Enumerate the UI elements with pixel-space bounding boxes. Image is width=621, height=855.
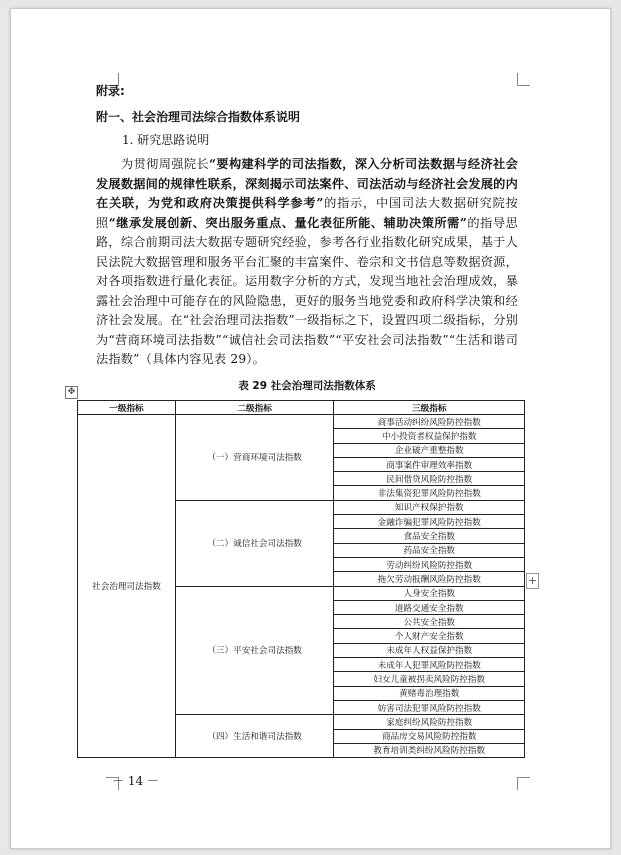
level3-cell: 黄赌毒治理指数 (334, 686, 525, 700)
level3-cell: 商事活动纠纷风险防控指数 (334, 415, 525, 429)
level2-cell: （二）诚信社会司法指数 (175, 500, 334, 586)
level3-cell: 知识产权保护指数 (334, 500, 525, 514)
section-heading: 1. 研究思路说明 (122, 133, 210, 147)
paragraph-run: 为贯彻周强院长 (121, 157, 210, 171)
paragraph-bold-run: “要构建科学的司法指数，深入分析司法数据与经济社会发展数据间的规律性联系，深刻揭示司法案件、司法活动与经济社会发展的内在关联，为党和政府决策提供科学参考” (96, 157, 518, 210)
level3-cell: 金融诈骗犯罪风险防控指数 (334, 515, 525, 529)
table-row (78, 415, 525, 429)
crop-mark-top-right (517, 73, 530, 86)
level3-cell: 拖欠劳动报酬风险防控指数 (334, 572, 525, 586)
level3-cell: 未成年人权益保护指数 (334, 643, 525, 657)
body-paragraph (96, 155, 518, 370)
appendix-label: 附录: (96, 84, 125, 98)
paragraph-run: 的指导思路，综合前期司法大数据专题研究经验，参考各行业指数化研究成果，基于人民法院大数据管理和服务平台汇聚的丰富案件、卷宗和文书信息等数据资源，对各项指数进行量化表征。运用数字分析的方式，发现当地社会治理成效，暴露社会治理中可能存在的风险隐患，更好的服务当地党委和政府科学决策和经济社会发展。在“社会治理司法指数”一级指标之下，设置四项二级指标，分别为“营商环境司法指数”“诚信社会司法指数”“平安社会司法指数”“生活和谐司法指数”（具体内容见表 29）。 (96, 215, 518, 366)
level3-cell: 药品安全指数 (334, 543, 525, 557)
level3-cell: 教育培训类纠纷风险防控指数 (334, 743, 525, 757)
paragraph-bold-run: “继承发展创新、突出服务重点、量化表征所能、辅助决策所需” (108, 215, 468, 230)
paragraph-run: 的指示，中国司法大数据研究院按照 (96, 196, 518, 230)
level3-cell: 妇女儿童被拐卖风险防控指数 (334, 672, 525, 686)
header-level1: 一级指标 (78, 401, 176, 415)
table-header-row (78, 401, 525, 415)
table-move-handle-icon[interactable]: ✥ (65, 386, 78, 399)
level2-cell: （四）生活和谐司法指数 (175, 715, 334, 758)
page-number: － 14 － (112, 774, 159, 788)
level3-cell: 劳动纠纷风险防控指数 (334, 557, 525, 571)
level2-cell: （三）平安社会司法指数 (175, 586, 334, 715)
level3-cell: 商品房交易风险防控指数 (334, 729, 525, 743)
attachment-title: 附一、社会治理司法综合指数体系说明 (96, 110, 301, 124)
level3-cell: 企业破产重整指数 (334, 443, 525, 457)
level3-cell: 未成年人犯罪风险防控指数 (334, 658, 525, 672)
level3-cell: 食品安全指数 (334, 529, 525, 543)
header-level2: 二级指标 (175, 401, 334, 415)
level3-cell: 公共安全指数 (334, 615, 525, 629)
level3-cell: 非法集资犯罪风险防控指数 (334, 486, 525, 500)
level3-cell: 家庭纠纷风险防控指数 (334, 715, 525, 729)
header-level3: 三级指标 (334, 401, 525, 415)
index-table (77, 400, 525, 758)
level3-cell: 商事案件审理效率指数 (334, 457, 525, 471)
level3-cell: 道路交通安全指数 (334, 600, 525, 614)
crop-mark-bottom-right (517, 777, 530, 790)
level2-cell: （一）营商环境司法指数 (175, 415, 334, 501)
level3-cell: 个人财产安全指数 (334, 629, 525, 643)
level3-cell: 民间借贷风险防控指数 (334, 472, 525, 486)
level1-cell: 社会治理司法指数 (78, 415, 176, 758)
level3-cell: 中小投资者权益保护指数 (334, 429, 525, 443)
table-add-row-icon[interactable]: + (527, 574, 538, 587)
table-caption: 表 29 社会治理司法指数体系 (238, 380, 376, 392)
level3-cell: 人身安全指数 (334, 586, 525, 600)
level3-cell: 妨害司法犯罪风险防控指数 (334, 700, 525, 714)
